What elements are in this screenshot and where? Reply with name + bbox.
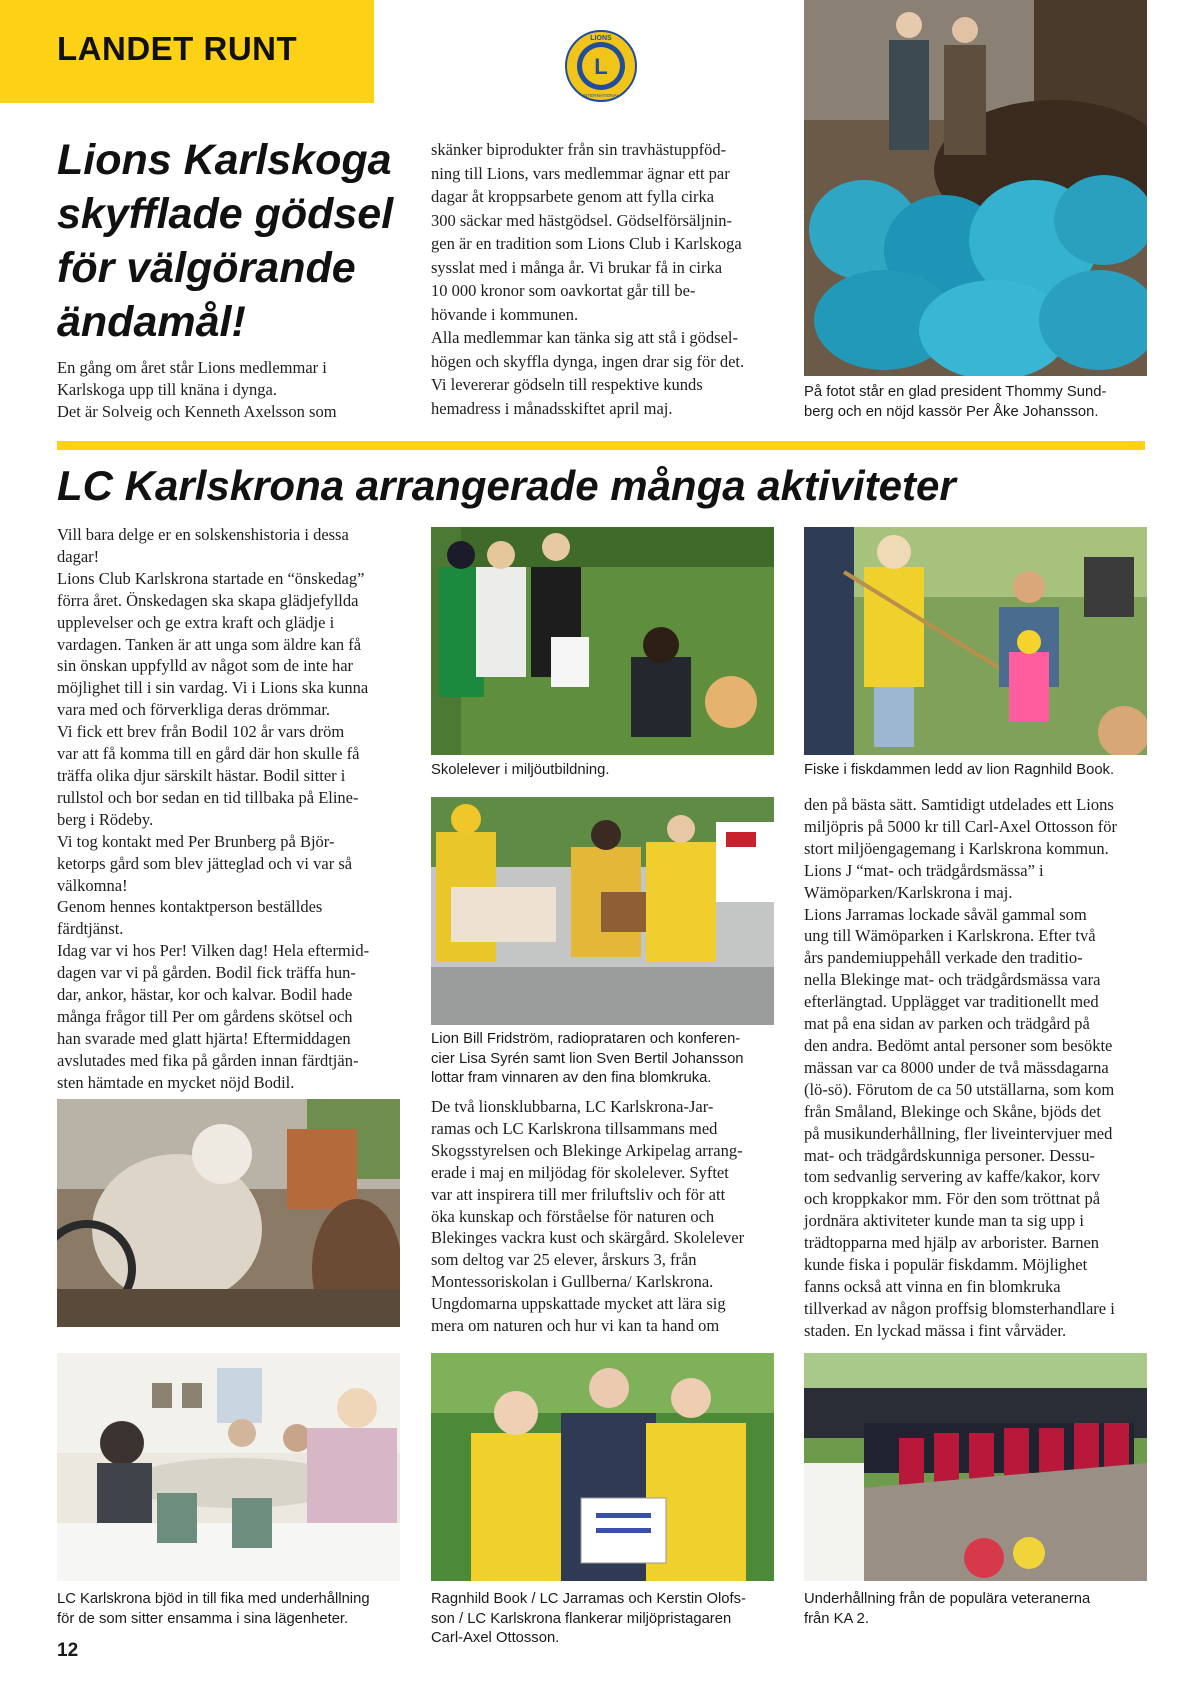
- caption-fika-photo: LC Karlskrona bjöd in till fika med underhållning för de som sitter ensamma i sina lägenheter.: [57, 1591, 370, 1627]
- logo-subtext: INTERNATIONAL: [582, 93, 620, 98]
- caption-school-photo: Skolelever i miljöutbildning.: [431, 762, 610, 778]
- story2-column3: den på bästa sätt. Samtidigt utdelades ett Lions miljöpris på 5000 kr till Carl-Axel Ottosson för stort miljöengagemang i Karlskrona kommun. Lions J “mat- och trädgårdsmässa” i Wämöparken/Karlskrona i maj. Lions Jarramas lockade såväl gammal som ung till Wämöparken i Karlskrona. Efter två års pandemiuppehåll verkade den traditio- nella Blekinge mat- och trädgårdsmässa vara efterlängtad. Upplägget var traditionellt med mat på ena sidan av parken och trädgård på den andra. Bedömt antal personer som besökte mässan var ca 8000 under de två mässdagarna (lö-sö). Förutom de ca 50 utställarna, som kom från Småland, Blekinge och Skåne, bjöds det på musikunderhållning, fler liveintervjuer med mat- och trädgårdskunniga personer. Dessu- tom sedvanlig servering av kaffe/kakor, korv och kroppkakor mm. För den som tröttnat på jordnära aktiviteter kunde man ta sig upp i trädtopparna med hjälp av arborister. Barnen kunde fiska i populär fiskdamm. Möjlighet fanns också att vinna en fin blomkruka tillverkad av någon proffsig blomsterhandlare i staden. En lyckad mässa i fint vårväder.: [804, 795, 1118, 1340]
- photo-fishing-pond: [804, 527, 1147, 755]
- logo-text: LIONS: [590, 35, 612, 42]
- logo-letter: L: [594, 54, 608, 79]
- photo-veteran-band: [804, 1353, 1147, 1581]
- photo-environment-award: [431, 1353, 774, 1581]
- caption-award-photo: Ragnhild Book / LC Jarramas och Kerstin Olofs- son / LC Karlskrona flankerar miljöpristagaren Carl-Axel Ottosson.: [431, 1591, 746, 1646]
- caption-winners-photo: Lion Bill Fridström, radioprataren och konferen- cier Lisa Syrén samt lion Sven Bertil Johansson lottar fram vinnaren av den fina blomkruka.: [431, 1031, 744, 1086]
- section-label: LANDET RUNT: [57, 30, 298, 67]
- story1-headline: Lions Karlskoga skyfflade gödsel för välgörande ändamål!: [57, 136, 394, 346]
- section-divider: [57, 441, 1145, 450]
- story1-column2: skänker biprodukter från sin travhästuppföd- ning till Lions, vars medlemmar ägnar ett par dagar åt kroppsarbete genom att fylla cirka 300 säckar med hästgödsel. Gödselförsäljnin- gen är en tradition som Lions Club i Karlskoga sysslat med i många år. Vi brukar få in cirka 10 000 kronor som oavkortat går till be- hövande i kommunen. Alla medlemmar kan tänka sig att stå i gödsel- högen och skyffla dynga, ingen drar sig för det. Vi levererar gödseln till respektive kunds hemadress i månadsskiftet april maj.: [431, 140, 745, 418]
- photo-manure-bags: [804, 0, 1147, 376]
- photo-raffle-winners: [431, 797, 774, 1025]
- story1-intro: En gång om året står Lions medlemmar i Karlskoga upp till knäna i dynga. Det är Solveig och Kenneth Axelsson som: [57, 358, 337, 421]
- page-number: 12: [57, 1640, 79, 1661]
- section-tab: [0, 0, 374, 103]
- story2-column2: De två lionsklubbarna, LC Karlskrona-Jar- ramas och LC Karlskrona tillsammans med Skogsstyrelsen och Blekinge Arkipelag arrang- erade i maj en miljödag för skolelever. Syftet var att inspirera till mer friluftsliv och för att öka kunskap och förståelse för naturen och Blekinges vackra kust och skärgård. Skolelever som deltog var 25 elever, årskurs 3, från Montessoriskolan i Gullberna/ Karlskrona. Ungdomarna uppskattade mycket att lära sig mera om naturen och hur vi kan ta hand om: [431, 1097, 745, 1336]
- photo-fika-gathering: [57, 1353, 400, 1581]
- lions-logo: [565, 30, 637, 102]
- photo-school-students: [431, 527, 774, 755]
- caption-manure-photo: På fotot står en glad president Thommy Sund- berg och en nöjd kassör Per Åke Johansson.: [804, 384, 1107, 420]
- story2-column1: Vill bara delge er en solskenshistoria i dessa dagar! Lions Club Karlskrona startade en “önskedag” förra året. Önskedagen ska skapa glädjefyllda upplevelser och ge extra kraft och glädje i vardagen. Tanken är att unga som äldre kan få sin önskan uppfylld av något som de inte har möjlighet till i sin vardag. Vi i Lions ska kunna vara med och förverkliga deras drömmar. Vi fick ett brev från Bodil 102 år vars dröm var att få komma till en gård där hon skulle få träffa olika djur särskilt hästar. Bodil sitter i rullstol och bor sedan en tid tillbaka på Eline- berg i Rödeby. Vi tog kontakt med Per Brunberg på Björ- ketorps gård som blev jätteglad och vi var så välkomna! Genom hennes kontaktperson beställdes färdtjänst. Idag var vi hos Per! Vilken dag! Hela eftermid- dagen var vi på gården. Bodil fick träffa hun- dar, ankor, hästar, kor och kalvar. Bodil hade många frågor till Per om gårdens skötsel och han svarade med glatt hjärta! Eftermiddagen avslutades med fika på gården innan färdtjän- sten hämtade en mycket nöjd Bodil.: [57, 525, 370, 1092]
- photo-bodil-with-horse: [57, 1099, 400, 1327]
- story2-headline: LC Karlskrona arrangerade många aktiviteter: [57, 462, 956, 509]
- caption-band-photo: Underhållning från de populära veteranerna från KA 2.: [804, 1591, 1091, 1627]
- caption-fishing-photo: Fiske i fiskdammen ledd av lion Ragnhild Book.: [804, 762, 1115, 778]
